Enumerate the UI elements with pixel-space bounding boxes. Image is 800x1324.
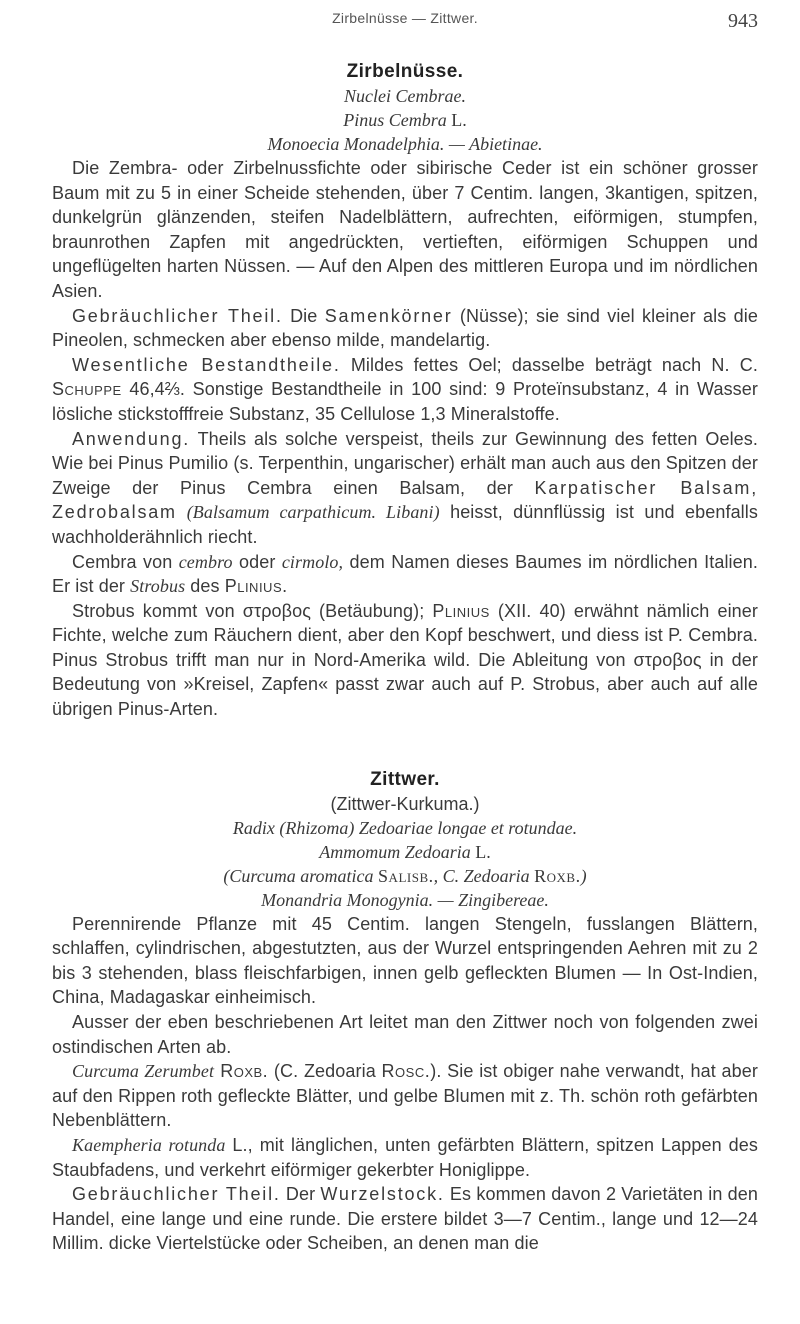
text-fragment: Strobus kommt von στρoβoς (Betäubung);	[72, 600, 433, 621]
label-used-part: Gebräuchlicher Theil.	[72, 305, 283, 326]
section-zirbelnuesse	[52, 60, 758, 722]
label-seeds: Samenkörner	[324, 305, 453, 326]
text-fragment: , C. Zedoaria	[433, 865, 535, 886]
latin-name: Nuclei Cembrae.	[344, 86, 466, 106]
classification: Monoecia Monadelphia. — Abietinae.	[267, 134, 543, 154]
species-line	[52, 840, 758, 864]
species-name: Kaempheria rotunda	[72, 1135, 226, 1155]
paragraph-used-part	[52, 1182, 758, 1256]
section-title: Zirbelnüsse.	[346, 61, 464, 82]
paragraph-usage	[52, 427, 758, 550]
text-fragment: (C. Zedoaria	[268, 1061, 382, 1082]
text-fragment: Die	[282, 305, 325, 326]
species-name: Curcuma Zerumbet	[72, 1061, 215, 1082]
species-author: L.	[446, 110, 467, 130]
alt-name: (Zittwer-Kurkuma.)	[330, 793, 480, 814]
species-name: Ammomum Zedoaria	[319, 841, 471, 862]
paragraph-etymology-cembra	[52, 550, 758, 599]
author-name: Roxb.	[214, 1061, 269, 1082]
paragraph-etymology-strobus	[52, 599, 758, 722]
author-name: Schuppe	[52, 379, 122, 400]
paragraph-other-species: Ausser der eben beschriebenen Art leitet man den Zittwer noch von folgenden zwei ostindischen Arten ab.	[52, 1012, 758, 1057]
text-fragment: )	[580, 865, 587, 886]
text-fragment: Mildes fettes Oel; dasselbe beträgt nach N. C.	[340, 354, 758, 375]
paragraph-constituents	[52, 353, 758, 427]
text-fragment: heisst, dünnflüssig ist und ebenfalls wachholderähnlich riecht.	[52, 502, 758, 547]
italic-word: cembro	[178, 551, 233, 572]
text-fragment: des	[185, 576, 225, 597]
label-constituents: Wesentliche Bestandtheile.	[72, 354, 341, 375]
text-fragment: .	[282, 576, 288, 597]
paragraph-description: Die Zembra- oder Zirbelnussfichte oder sibirische Ceder ist ein schöner grosser Baum mit zu 5 in einer Scheide stehenden, über 7 Centim. langen, 3kantigen, spitzen, dunkelgrün glänzenden, steifen Nadelblättern, aufrechten, eiförmigen, stumpfen, braunrothen Zapfen mit angedrückten, vertieften, eiförmigen Schuppen und ungeflügelten harten Nüssen. — Auf den Alpen des mittleren Europa und im nördlichen Asien.	[52, 158, 758, 301]
label-rhizome: Wurzelstock.	[320, 1184, 445, 1205]
section-title: Zittwer.	[370, 768, 440, 790]
italic-word: cirmolo,	[281, 551, 344, 572]
text-fragment: 46,4⅔. Sonstige Bestandtheile in 100 sind: 9 Proteïnsubstanz, 4 in Wasser lösliche stickstofffreie Substanz, 35 Cellulose 1,3 Mineralstoffe.	[52, 379, 758, 424]
author-name: Plinius	[224, 576, 283, 597]
text-fragment: (Nüsse); sie sind viel kleiner als die Pineolen, schmecken aber ebenso milde, mandelartig.	[52, 305, 758, 351]
italic-word: Strobus	[130, 576, 186, 597]
text-fragment: Cembra von	[72, 551, 179, 572]
text-fragment: Theils als solche verspeist, theils zur Gewinnung des fetten Oeles. Wie bei Pinus Pumilio (s. Terpenthin, ungarischer) erhält man auch aus den Spitzen der Zweige der Pinus Cembra einen Balsam, der	[52, 428, 758, 498]
running-title: Zirbelnüsse — Zittwer.	[332, 10, 478, 26]
text-fragment: dem Namen dieses Baumes im nördlichen Italien. Er ist der	[52, 551, 758, 597]
paragraph-curcuma-zerumbet	[52, 1059, 758, 1133]
section-gap	[52, 722, 758, 768]
page-header	[52, 0, 758, 40]
author-name: Rosc.	[381, 1061, 431, 1082]
book-page	[52, 0, 758, 1256]
paragraph-description: Perennirende Pflanze mit 45 Centim. langen Stengeln, fusslangen Blättern, schlaffen, cylindrischen, abgestutzten, aus der Wurzel entspringenden Aehren mit zu 2 bis 3 stehenden, blass fleischfarbigen, innen gelb gefleckten Blumen — In Ost-Indien, China, Madagaskar einheimisch.	[52, 913, 758, 1008]
text-fragment: oder	[232, 551, 282, 572]
species-line	[52, 108, 758, 132]
text-fragment: (XII. 40) erwähnt nämlich einer Fichte, welche zum Räuchern dient, aber den Kopf beschwert, und diess ist P. Cembra. Pinus Strobus trifft man nur in Nord-Amerika wild. Die Ableitung von στρoβoς in der Bedeutung von »Kreisel, Zapfen« passt zwar auch auf P. Strobus, aber auch auf alle übrigen Pinus-Arten.	[52, 600, 758, 720]
author-name: Roxb.	[534, 865, 581, 886]
text-fragment: Es kommen davon 2 Varietäten in den Handel, eine lange und eine runde. Die erstere bildet 3—7 Centim., lange und 12—24 Millim. dicke Viertelstücke oder Scheiben, an denen man die	[52, 1184, 758, 1254]
latin-name: Radix (Rhizoma) Zedoariae longae et rotundae.	[232, 817, 578, 838]
section-zittwer	[52, 768, 758, 1256]
author-name: Plinius	[432, 600, 490, 621]
page-number: 943	[728, 10, 758, 32]
classification: Monandria Monogynia. — Zingibereae.	[261, 889, 549, 910]
text-fragment: (Curcuma aromatica	[223, 865, 379, 886]
label-usage: Anwendung.	[72, 428, 191, 449]
author-name: Salisb.	[378, 865, 434, 886]
synonym-line	[52, 864, 758, 888]
text-fragment: L., mit länglichen, unten gefärbten Blättern, spitzen Lappen des Staubfadens, und verkehrt eiförmiger gekerbter Honiglippe.	[52, 1135, 758, 1180]
species-author: L.	[470, 841, 491, 862]
text-fragment: ). Sie ist obiger nahe verwandt, hat aber auf den Rippen roth gefleckte Blätter, und gelbe Blumen mit z. Th. schön roth gefärbten Nebenblättern.	[52, 1061, 758, 1131]
paragraph-kaempheria	[52, 1133, 758, 1182]
species-name: Pinus Cembra	[343, 110, 447, 130]
text-fragment: Der	[280, 1184, 321, 1205]
paragraph-used-part	[52, 304, 758, 353]
latin-balsam: (Balsamum carpathicum. Libani)	[176, 502, 440, 523]
label-used-part: Gebräuchlicher Theil.	[72, 1184, 281, 1205]
balsam-names: Karpatischer Balsam, Zedrobalsam	[52, 477, 758, 523]
